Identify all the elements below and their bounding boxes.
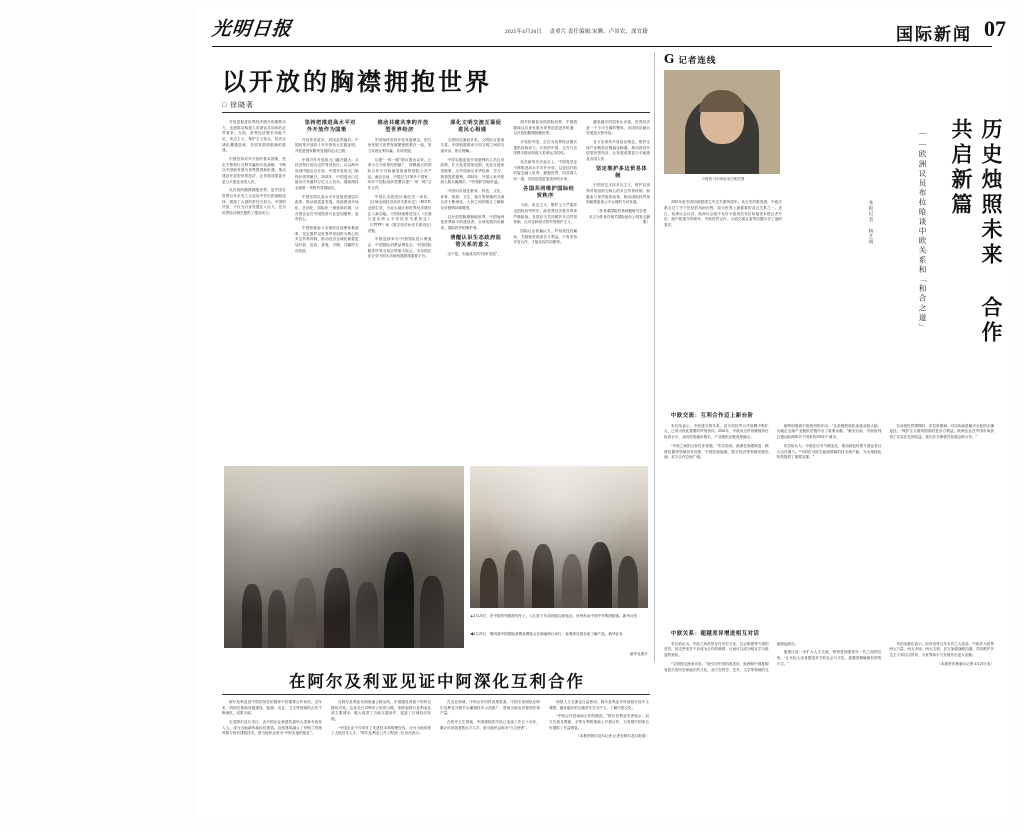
photo2-caption: ◀4月25日，第四届中国国际消费品博览会在海南海口举行，参观者在展台前了解产品。新华社发 xyxy=(470,632,623,636)
feature-lead xyxy=(664,200,782,232)
g-ornament-icon: G xyxy=(664,52,676,66)
paragraph: 中国同各国在教育、科技、文化、体育、旅游、卫生、地方等领域的交流合作不断深化，人民之间的相互了解和友好感情持续增进。 xyxy=(440,188,505,210)
paragraph: 在阿尔及利亚东西高速公路沿线，中国建设者留下的印记随处可见。这条全长1200多公里的公路，串联起阿尔及利亚北部主要城市，极大改善了当地交通条件，促进了区域经济发展。 xyxy=(331,700,431,722)
subheading: 各国共同维护国际经贸秩序 xyxy=(523,185,575,199)
paragraph: 各方应秉持开放包容理念，维护全球产业链供应链稳定畅通，推动建设开放型世界经济，让发展成果更公平地惠及各国人民。 xyxy=(586,140,650,162)
paragraph: 以开放的胸襟拥抱世界，是中国在世界百年未有之大变局中作出的战略选择，展现了大国的责任与担当。中国的开放，不仅为自身发展注入活力，也为世界经济增长提供了强劲动力。 xyxy=(222,188,286,216)
paragraph: 2025年是中国同欧盟建立外交关系50周年。从历史的维度看，中欧关系走过了半个世纪的风雨历程，成为世界上最重要的双边关系之一。近日，欧洲议会议员、欧洲议会欧中友好小组成员布拉哈接受本报记者专访，就中欧建交50周年、中欧经贸合作、文明交流互鉴等话题分享了他的看法。 xyxy=(664,200,782,227)
bottom-column-4 xyxy=(549,700,649,743)
paragraph: 文明因交流而多彩，文明因互鉴而丰富。中国积极推动不同文明之间的交流对话、相互理解。 xyxy=(440,137,505,153)
paragraph: 布拉哈认为，中欧之间虽然存在历史文化、社会制度等方面的差异，但这些差异不应成为合作的障碍，反而可以成为相互学习借鉴的契机。 xyxy=(664,641,769,658)
section-title: 国际新闻 xyxy=(896,25,972,44)
bottom-headline-rule xyxy=(222,694,650,695)
photo-credit: 新华社照片 xyxy=(630,652,648,656)
column-3 xyxy=(368,120,432,263)
paragraph: “中国企业不仅带来了先进技术和管理经验，还为当地培养了大批技术人才。”阿尔及利亚公共工程部一位官员表示。 xyxy=(331,725,431,736)
paragraph: 开放的中国，正在为世界经济增长提供持续动力；开放的中国，正在与各国携手推动构建人类命运共同体。 xyxy=(513,140,578,156)
paragraph: 布拉哈表示，中欧建交50年来，双方的经贸合作规模不断扩大，已成为彼此重要的贸易伙伴。2024年，中欧双边贸易额保持在较高水平，双向投资稳步增长，产业链供应链深度融合。 xyxy=(664,423,769,440)
subheading: 中欧关系：超越差异增进相互对话 xyxy=(671,631,760,637)
paragraph: 走进阿尔及尔市区，由中国企业承建的嘉玛大清真寺高耸入云，成为当地新的地标性建筑。这座建筑融合了伊斯兰传统风格与现代建筑技术，被当地民众誉为“中阿友谊的象征”。 xyxy=(222,720,322,736)
paragraph: 面对纷繁复杂的国际形势，中国将继续以自身发展为世界创造更多机遇，以开放的胸襟拥抱世界。 xyxy=(513,120,578,136)
subheading: 深化文明交流互鉴促进民心相通 xyxy=(450,120,502,134)
column-5 xyxy=(513,120,577,263)
publication-date: 2025年4月26日 xyxy=(505,29,543,35)
portrait-caption: 卢西奥·马尔蒂诺 欧方相关图 xyxy=(701,177,745,181)
column-6 xyxy=(586,120,650,263)
paragraph: 这个是，未能成功的“国家发展”。 xyxy=(447,252,501,257)
paragraph: 布拉哈认为，中欧在应对气候变化、推动绿色转型方面也有巨大合作潜力。“中国在可再生能源领域的技术和产能，为全球绿色转型提供了重要支撑。” xyxy=(776,443,882,460)
source-note: （作者系国际贸易问题研究学者，本文为作者在相关国际论坛上的发言摘要） xyxy=(588,208,650,225)
paragraph: 在医疗卫生领域，中国援阿医疗队已连续工作五十余年，累计诊治患者数百万人次，被当地民众称为“白衣使者”。 xyxy=(440,720,540,730)
kicker-reporter-line xyxy=(664,52,716,66)
paragraph: 布拉哈最后表示，面对世界百年未有之大变局，中欧作为世界两大力量、两大市场、两大文明，应当加强战略沟通，共同维护多边主义和自由贸易，为世界和平与发展作出更大贡献。 xyxy=(889,641,994,658)
source-note: （本报驻阿尔及尔记者 记者在阿尔及尔报道） xyxy=(576,734,649,739)
paragraph: 越来越多的国家认识到，世界经济是一个不可分割的整体，各国经济融合发展是大势所趋。 xyxy=(586,120,650,136)
paragraph: 两国人文交流也日益密切。阿尔及利亚多所高校开设中文课程，越来越多的当地青年学习中文、了解中国文化。 xyxy=(549,700,649,710)
column-1 xyxy=(222,120,286,263)
feature-subhead: ——欧洲议员布拉哈谈中欧关系和「和合之道」 xyxy=(918,128,927,333)
kicker-label: 记者连线 xyxy=(678,55,717,65)
bottom-article-title: 在阿尔及利亚见证中阿深化互利合作 xyxy=(289,672,585,691)
subheading: 坚持把推进高水平对外开放作为国策 xyxy=(304,120,356,134)
paragraph: 共建“一带一路”倡议提出以来，已成为当今世界范围最广、规模最大的国际合作平台和最受欢迎的国际公共产品。截至目前，中国已与150多个国家、30多个国际组织签署共建“一带一路”合作文件。 xyxy=(367,157,432,190)
paragraph: 中国扎实推进区域经济一体化，《区域全面经济伙伴关系协定》（RCEP）全面生效，为亚太地区和世界经济增长注入新动能。中国持续推进加入《全面与进步跨太平洋伙伴关系协定》（CPTPP）和《数字经济伙伴关系协定》进程。 xyxy=(367,194,432,233)
paragraph: 中国坚持对外开放的基本国策，坚定不移奉行互利共赢的开放战略，不断以中国新发展为世界提供新机遇，推动建设开放型世界经济，让发展成果更多更公平惠及各国人民。 xyxy=(222,157,286,184)
subheading: 推动共建共享的开放型世界经济 xyxy=(377,120,429,134)
paragraph: “中欧之间的互补性非常强。”布拉哈说，欧洲在高端制造、精密仪器等领域具有优势，中国在新能源、数字经济等领域发展迅速，双方合作空间广阔。 xyxy=(664,443,769,460)
paragraph: 中国实施更加开放便利的人员往来政策，扩大免签国家范围，优化过境免签政策，为外国朋友来华经商、学习、旅游提供便利。2024年，外国人来华旅游人数大幅增长，“中国游”持续升温。 xyxy=(440,157,505,185)
newspaper-name: 光明日报 xyxy=(210,18,294,40)
headline-rule xyxy=(222,112,650,113)
paragraph: 中国连续举办中国国际进口博览会、中国国际消费品博览会、中国国际服务贸易交易会等重大展会，为各国企业分享中国大市场机遇搭建重要平台。 xyxy=(367,237,432,259)
photo-expo xyxy=(470,466,648,608)
paragraph: 他建议进一步扩大人文交流，特别是加强青年一代之间的往来。“让年轻人亲身感受对方的社会与文化，是增进理解最有效的方式。” xyxy=(776,650,882,666)
source-note: （本报驻布鲁塞尔记者 4月25日电） xyxy=(937,661,994,666)
paragraph: 中国坚定支持多边主义，维护以世界贸易组织为核心的多边贸易体制，积极参与世贸组织改革，推动国际经贸规则朝着更加公平合理的方向发展。 xyxy=(586,183,650,205)
column-4 xyxy=(440,120,504,263)
paragraph: 中国积极参与全球经济治理体系改革，坚定维护以世界贸易组织为核心的多边贸易体制，推动经济全球化朝着更加开放、包容、普惠、平衡、共赢的方向发展。 xyxy=(294,225,359,253)
feature-headline: 历史烛照未来 合作共启新篇 xyxy=(949,118,1003,346)
editor-credits: 责重片 责任编辑:宋腾、卢景农、深宜籍 xyxy=(549,29,648,35)
bottom-column-2 xyxy=(331,700,431,743)
paragraph: 在农业领域，中阿合作同样成果显著。中国专家团队在阿尔及利亚开展节水灌溉技术示范推广，帮助当地农民提高作物产量。 xyxy=(440,700,540,716)
paragraph: 他特别提到中欧班列的作用。“这条钢铁驼队连接亚欧大陆，为稳定全球产业链供应链作出了重要贡献。”截至目前，中欧班列已通达欧洲20多个国家的200多个城市。 xyxy=(776,423,882,440)
feature-credit: 本报记者 杨艺明 xyxy=(869,200,874,246)
paragraph: 阿尔及利亚是中国在阿拉伯国家中的重要合作伙伴。近年来，两国在基础设施建设、能源、农业、卫生等领域的合作不断深化，成果丰硕。 xyxy=(222,700,322,716)
page-title: 以开放的胸襟拥抱世界 xyxy=(222,70,492,96)
paragraph: 开放带来进步，封闭必然落后。中国改革开放四十多年的伟大实践证明，开放是国家繁荣发展的必由之路。 xyxy=(294,137,359,153)
column-divider xyxy=(654,52,655,662)
subheading: 清醒认识生态政府监管关系的意义 xyxy=(450,234,502,248)
paragraph: 中国坚持以高水平开放促进深层次改革、推动高质量发展。持续建设市场化、法治化、国际化一流营商环境，让各国企业在中国投资兴业更加便利、更有信心。 xyxy=(294,194,359,222)
paragraph: 中国始终坚持开放发展理念，把自身发展与世界发展紧密联系在一起，努力实现互利共赢、共同发展。 xyxy=(367,137,432,153)
paragraph: “中阿合作是南南合作的典范。”阿尔及利亚学者表示，双方在相互尊重、平等互利的基础上开展合作，为发展中国家合作提供了有益借鉴。 xyxy=(549,714,649,730)
photo-train xyxy=(224,466,464,648)
feature-section-2 xyxy=(664,630,994,673)
masthead-logo xyxy=(212,14,332,44)
column-2 xyxy=(295,120,359,263)
paragraph: 当前，单边主义、保护主义严重冲击国际经贸秩序，给世界经济复苏带来严峻挑战。各国应当共同维护多边贸易体制，反对各种形式的贸易保护主义。 xyxy=(513,203,578,225)
paragraph: 在谈到经贸摩擦时，布拉哈强调，对话协商是解决分歧的正确途径。“保护主义最终损害的是各方利益。欧洲企业在中国市场获得了实实在在的收益，我们应当珍惜并拓展这种合作。” xyxy=(889,423,994,440)
avatar xyxy=(664,70,780,174)
paragraph: “文明因交流而多彩。”他引用中国的表述说，欧洲和中国都拥有悠久的历史和灿烂的文化，双方在哲学、艺术、文学等领域的交流源远流长。 xyxy=(664,641,799,672)
bottom-article-columns xyxy=(222,700,650,743)
feature-section-1 xyxy=(664,412,994,461)
masthead-meta xyxy=(505,27,654,35)
bottom-column-3 xyxy=(440,700,540,743)
paragraph: 以开放的胸襟拥抱世界，中国始终是世界和平的建设者、全球发展的贡献者、国际秩序的维护者。 xyxy=(440,214,505,230)
paragraph: 站在新的历史起点上，中国将坚定不移推进高水平对外开放，以更加开放的姿态融入世界、拥抱世界，同各国人民一道，共同创造更加美好的未来。 xyxy=(513,160,578,182)
bottom-column-1 xyxy=(222,700,322,743)
masthead-divider xyxy=(212,46,992,47)
paragraph: 国际社会普遍认为，贸易战没有赢家，关税壁垒损害各方利益。只有坚持开放合作，才能实现共同繁荣。 xyxy=(513,228,578,245)
main-article-columns xyxy=(222,120,650,263)
paragraph: 中国对外开放的大门越开越大。从经济特区到自由贸易试验区，从沿海开放到内陆沿边开放，中国开放的大门始终向世界敞开。2024年，中国进出口总值首次突破43万亿元人民币，继续保持全球第一货物贸易国地位。 xyxy=(294,157,359,190)
photo1-caption: ▲4月25日，在中国首列旅游列车上，人们在下车前拍照合影留念。该列车由中国中车集团制造。新华社发 xyxy=(470,614,638,618)
subheading: 坚定维护多边贸易体制 xyxy=(595,165,648,179)
page-number: 07 xyxy=(984,16,1006,41)
byline: □ 徐晓著 xyxy=(222,101,254,109)
paragraph: 开放是促进世界经济增长的重要动力，也是推动构建人类命运共同体的必然要求。当前，世界经济增长动能不足，单边主义、保护主义抬头，经济全球化遭遇逆流，各国发展面临新的挑战。 xyxy=(222,120,286,153)
subheading: 中欧交流：互利合作迈上新台阶 xyxy=(671,413,754,419)
